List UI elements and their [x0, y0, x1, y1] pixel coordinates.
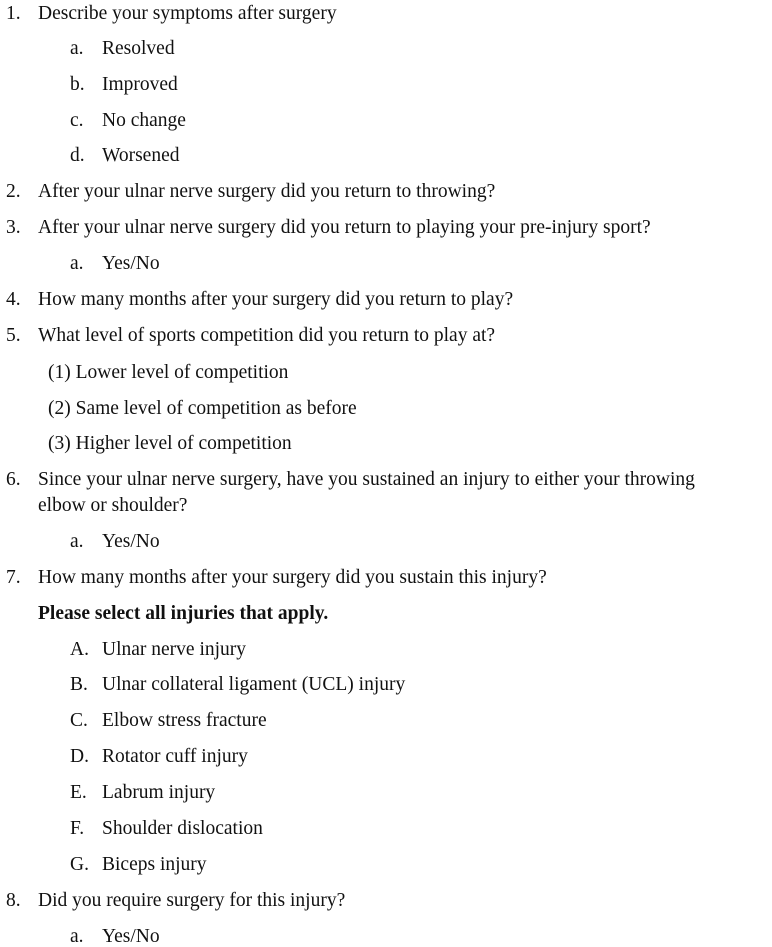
option-text: Ulnar collateral ligament (UCL) injury	[102, 674, 406, 695]
option-text: Yes/No	[102, 253, 160, 274]
question-text: Describe your symptoms after surgery	[38, 3, 337, 24]
option-text: (3) Higher level of competition	[48, 433, 292, 454]
question-text: How many months after your surgery did you sustain this injury?	[38, 567, 547, 588]
question-number: 7.	[6, 567, 21, 588]
question-text: What level of sports competition did you return to play at?	[38, 325, 496, 346]
option-text: (2) Same level of competition as before	[48, 398, 357, 419]
question-text: How many months after your surgery did you return to play?	[38, 289, 514, 310]
option-text: Rotator cuff injury	[102, 746, 248, 767]
option-letter: a.	[70, 926, 84, 947]
option-letter: D.	[70, 746, 89, 767]
option-text: Elbow stress fracture	[102, 710, 267, 731]
question-text-continued: elbow or shoulder?	[38, 495, 188, 516]
question-number: 3.	[6, 217, 21, 238]
question-number: 1.	[6, 3, 21, 24]
option-text: Labrum injury	[102, 782, 216, 803]
option-letter: C.	[70, 710, 88, 731]
question-text: After your ulnar nerve surgery did you return to playing your pre-injury sport?	[38, 217, 651, 238]
option-letter: A.	[70, 639, 89, 660]
option-letter: E.	[70, 782, 87, 803]
question-text: Since your ulnar nerve surgery, have you sustained an injury to either your throwing	[38, 469, 695, 490]
question-number: 2.	[6, 181, 21, 202]
option-text: Worsened	[102, 145, 180, 166]
option-text: Ulnar nerve injury	[102, 639, 247, 660]
option-text: Improved	[102, 74, 178, 95]
option-text: No change	[102, 110, 186, 131]
option-letter: d.	[70, 145, 85, 166]
question-number: 8.	[6, 890, 21, 911]
question-number: 4.	[6, 289, 21, 310]
option-letter: a.	[70, 253, 84, 274]
option-letter: a.	[70, 38, 84, 59]
option-text: Shoulder dislocation	[102, 818, 263, 839]
option-letter: b.	[70, 74, 85, 95]
option-letter: c.	[70, 110, 84, 131]
option-letter: F.	[70, 818, 85, 839]
question-text: Did you require surgery for this injury?	[38, 890, 346, 911]
option-letter: B.	[70, 674, 88, 695]
option-text: Yes/No	[102, 926, 160, 947]
option-letter: a.	[70, 531, 84, 552]
question-number: 5.	[6, 325, 21, 346]
question-number: 6.	[6, 469, 21, 490]
option-text: (1) Lower level of competition	[48, 362, 289, 383]
instruction-text: Please select all injuries that apply.	[38, 603, 329, 624]
option-letter: G.	[70, 854, 89, 875]
option-text: Resolved	[102, 38, 175, 59]
option-text: Yes/No	[102, 531, 160, 552]
option-text: Biceps injury	[102, 854, 207, 875]
question-text: After your ulnar nerve surgery did you return to throwing?	[38, 181, 496, 202]
